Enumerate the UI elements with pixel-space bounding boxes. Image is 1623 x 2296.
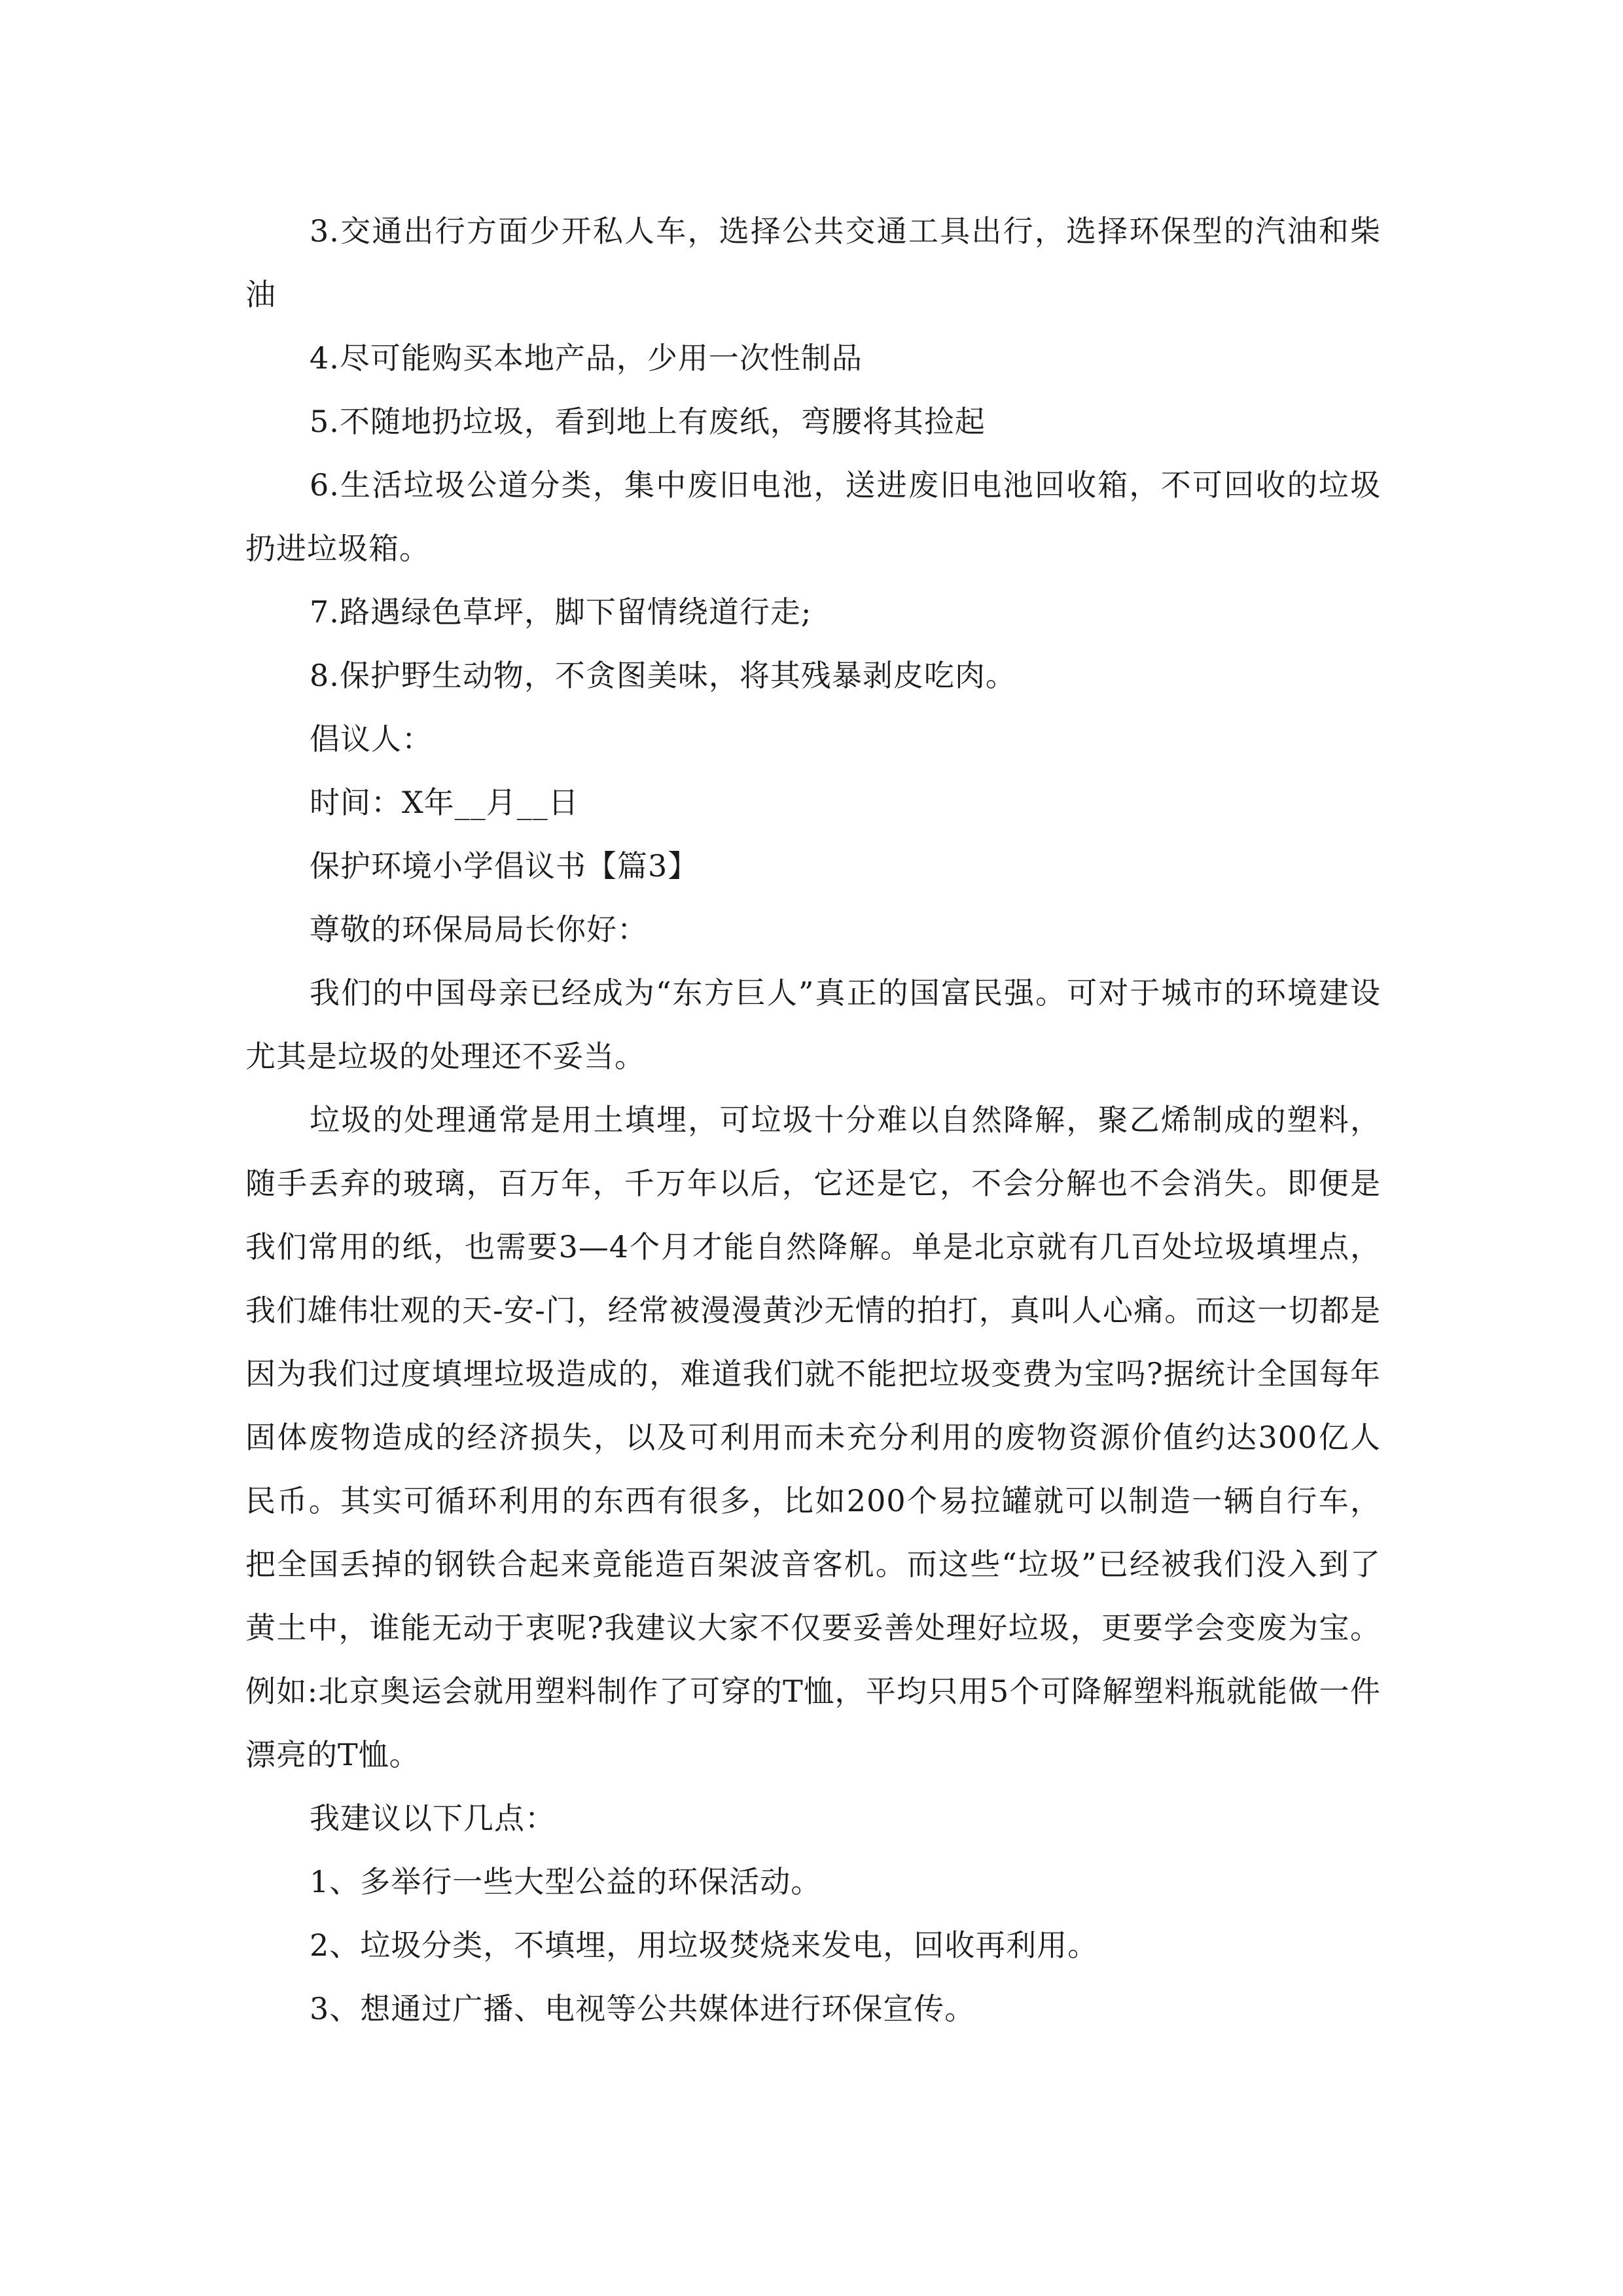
paragraph-item-7: 7.路遇绿色草坪，脚下留情绕道行走; [310,594,812,630]
document-body [245,200,1381,2041]
body-paragraph-main: 垃圾的处理通常是用土填埋，可垃圾十分难以自然降解，聚乙烯制成的塑料，随手丢弃的玻璃，百万年，千万年以后，它还是它，不会分解也不会消失。即便是我们常用的纸，也需要3—4个月才能自然降解。单是北京就有几百处垃圾填埋点，我们雄伟壮观的天-安-门，经常被漫漫黄沙无情的拍打，真叫人心痛。而这一切都是因为我们过度填埋垃圾造成的，难道我们就不能把垃圾变费为宝吗?据统计全国每年固体废物造成的经济损失，以及可利用而未充分利用的废物资源价值约达300亿人民币。其实可循环利用的东西有很多，比如200个易拉罐就可以制造一辆自行车，把全国丢掉的钢铁合起来竟能造百架波音客机。而这些“垃圾”已经被我们没入到了黄土中，谁能无动于衷呢?我建议大家不仅要妥善处理好垃圾，更要学会变废为宝。例如:北京奥运会就用塑料制作了可穿的T恤，平均只用5个可降解塑料瓶就能做一件漂亮的T恤。 [245,1102,1381,1772]
body-paragraph-intro: 我们的中国母亲已经成为“东方巨人”真正的国富民强。可对于城市的环境建设尤其是垃圾的处理还不妥当。 [245,975,1381,1074]
paragraph-item-6: 6.生活垃圾公道分类，集中废旧电池，送进废旧电池回收箱，不可回收的垃圾扔进垃圾箱。 [245,467,1381,566]
salutation: 尊敬的环保局局长你好： [310,912,648,947]
paragraph-item-8: 8.保护野生动物，不贪图美味，将其残暴剥皮吃肉。 [310,658,1016,693]
suggestions-heading: 我建议以下几点： [310,1801,556,1836]
suggestion-item-2: 2、垃圾分类，不填埋，用垃圾焚烧来发电，回收再利用。 [310,1928,1099,1963]
suggestion-item-3: 3、想通过广播、电视等公共媒体进行环保宣传。 [310,1991,976,2026]
paragraph-item-5: 5.不随地扔垃圾，看到地上有废纸，弯腰将其捡起 [310,404,986,439]
initiator-line: 倡议人： [310,721,433,757]
section-heading: 保护环境小学倡议书【篇3】 [310,848,699,884]
suggestion-item-1: 1、多举行一些大型公益的环保活动。 [310,1864,822,1899]
date-line: 时间：X年__月__日 [310,785,579,820]
paragraph-item-4: 4.尽可能购买本地产品，少用一次性制品 [310,340,863,376]
paragraph-item-3: 3.交通出行方面少开私人车，选择公共交通工具出行，选择环保型的汽油和柴油 [245,213,1381,312]
